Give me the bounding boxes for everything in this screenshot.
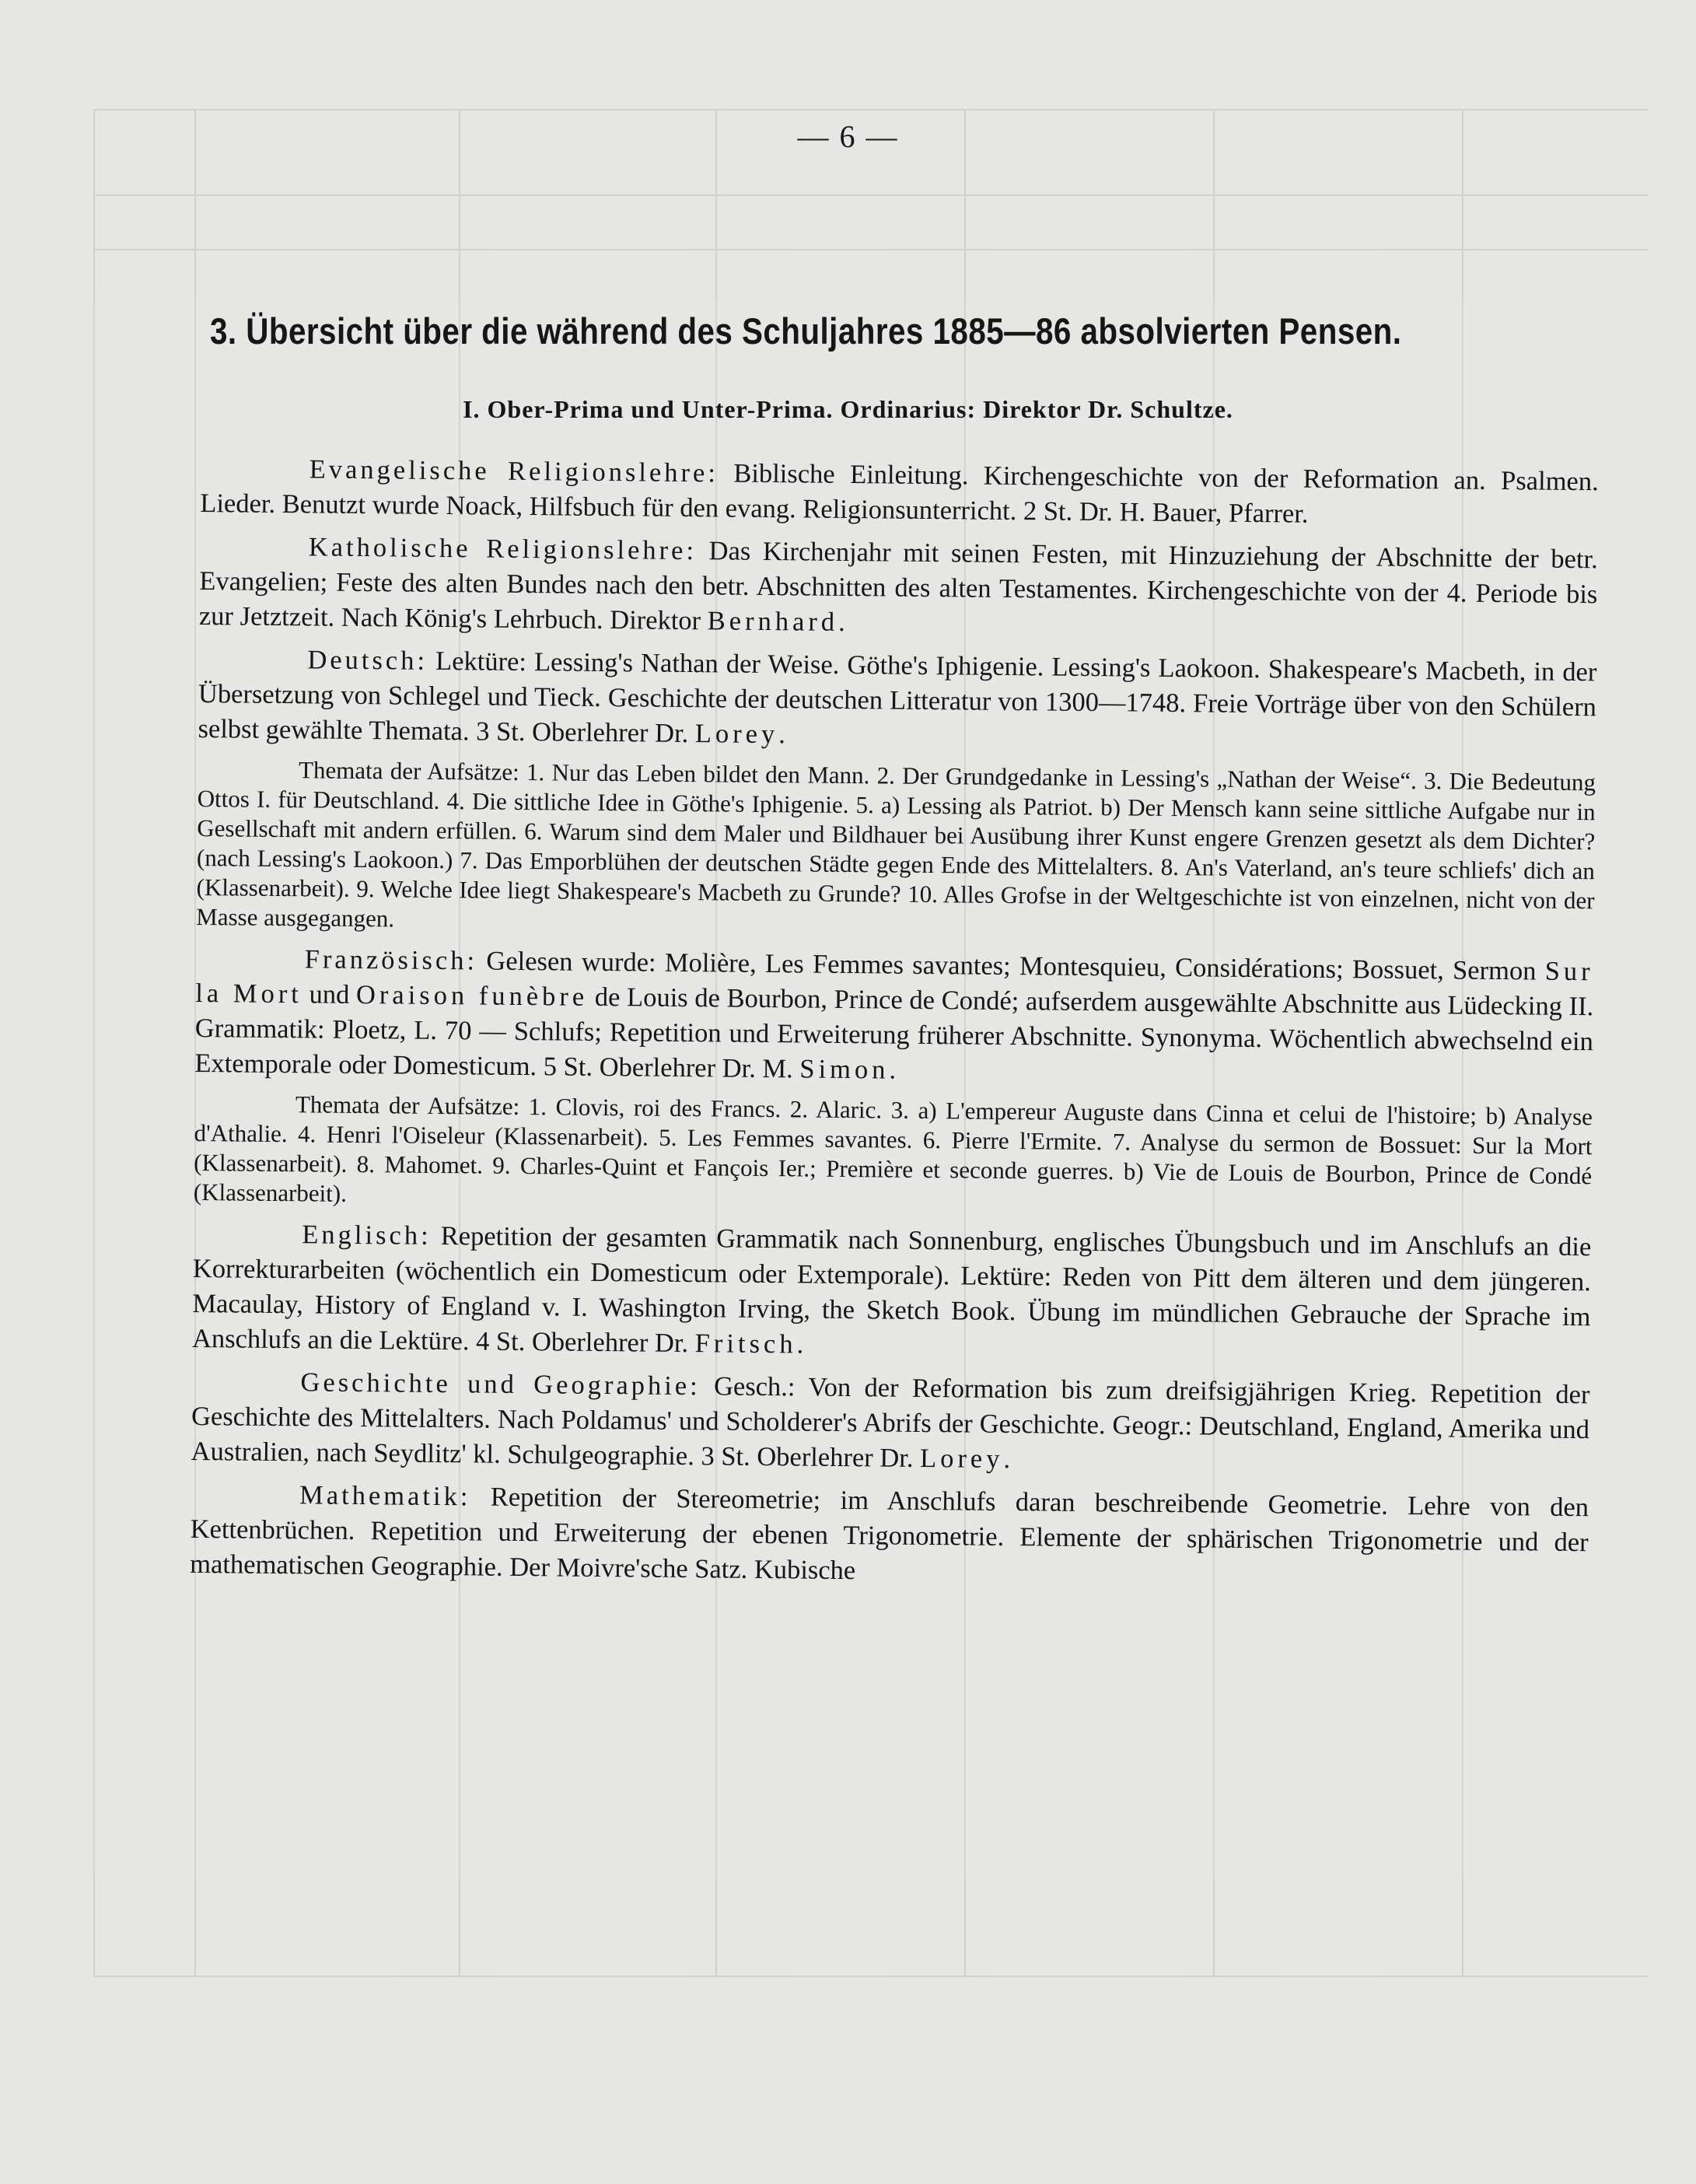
section-evangelische-religion (200, 451, 1599, 534)
section-text: Lektüre: Lessing's Nathan der Weise. Göthe's Iphigenie. Lessing's Laokoon. Shakespeare's Macbeth, in der Übersetzung von Schlegel und Tieck. Geschichte der deutschen Litteratur von 1300—1748. Freie Vorträge über von den Schülern selbst gewählte Themata. 3 St. Oberlehrer Dr. (198, 646, 1597, 749)
teacher-name: Fritsch (694, 1328, 797, 1360)
subject-label: Deutsch: (307, 645, 428, 676)
spaced-title: Oraison funèbre (355, 979, 589, 1012)
subject-label: Mathematik: (299, 1480, 471, 1512)
page-title: 3. Übersicht über die während des Schuljahres 1885—86 absolvierten Pensen. (210, 310, 1402, 352)
section-text: Repetition der Stereometrie; im Anschlufs daran beschreibende Geometrie. Lehre von den Kettenbrüchen. Repetition und Erweiterung der ebenen Trigonometrie. Elemente der sphärischen Trigonometrie und der mathematischen Geographie. Der Moivre'sche Satz. Kubische (190, 1482, 1589, 1586)
subject-label: Geschichte und Geographie: (300, 1367, 701, 1402)
subject-label: Englisch: (302, 1220, 432, 1251)
section-text: Repetition der gesamten Grammatik nach Sonnenburg, englisches Übungsbuch und im Anschlufs an die Korrekturarbeiten (wöchentlich ein Domesticum oder Extemporale). Lektüre: Reden von Pitt dem älteren und dem jüngeren. Macaulay, History of England v. I. Washington Irving, the Sketch Book. Übung im mündlichen Gebrauche der Sprache im Anschlufs an die Lektüre. 4 St. Oberlehrer Dr. (191, 1220, 1592, 1359)
section-franzoesisch: Französisch: Gelesen wurde: Molière, Les Femmes savantes; Montesquieu, Considérations; Bossuet, Sermon Sur la Mort und Oraison funèbre de Louis de Bourbon, Prince de Condé; aufserdem ausgewählte Abschnitte aus Lüdecking II. Grammatik: Ploetz, L. 70 — Schlufs; Repetition und Erweiterung früherer Abschnitte. Synonyma. Wöchentlich abwechselnd ein Extemporale oder Domesticum. 5 St. Oberlehrer Dr. M. Simon. (194, 944, 1594, 1085)
subject-label: Französisch: (304, 944, 478, 976)
section-englisch: Englisch: Repetition der gesamten Grammatik nach Sonnenburg, englisches Übungsbuch und im Anschlufs an die Korrekturarbeiten (wöchentlich ein Domesticum oder Extemporale). Lektüre: Reden von Pitt dem älteren und dem jüngeren. Macaulay, History of England v. I. Washington Irving, the Sketch Book. Übung im mündlichen Gebrauche der Sprache im Anschlufs an die Lektüre. 4 St. Oberlehrer Dr. Fritsch. (191, 1220, 1592, 1360)
franzoesisch-essay-topics: Themata der Aufsätze: 1. Clovis, roi des Francs. 2. Alaric. 3. a) L'empereur Auguste dans Cinna et celui de l'histoire; b) Analyse d'Athalie. 4. Henri l'Oiseleur (Klassenarbeit). 5. Les Femmes savantes. 6. Pierre l'Ermite. 7. Analyse du sermon de Bossuet: Sur la Mort (Klassenarbeit). 8. Mahomet. 9. Charles-Quint et Fançois Ier.; Première et seconde guerres. b) Vie de Louis de Bourbon, Prince de Condé (Klassenarbeit). (193, 1090, 1593, 1207)
page-number: — 6 — (797, 119, 899, 154)
section-text: Gesch.: Von der Reformation bis zum dreifsigjährigen Krieg. Repetition der Geschichte des Mittelalters. Nach Poldamus' und Scholderer's Abrifs der Geschichte. Geogr.: Deutschland, England, Amerika und Australien, nach Seydlitz' kl. Schulgeographie. 3 St. Oberlehrer Dr. (191, 1371, 1590, 1473)
section-deutsch: Deutsch: Lektüre: Lessing's Nathan der Weise. Göthe's Iphigenie. Lessing's Laokoon. Shakespeare's Macbeth, in der Übersetzung von Schlegel und Tieck. Geschichte der deutschen Litteratur von 1300—1748. Freie Vorträge über von den Schülern selbst gewählte Themata. 3 St. Oberlehrer Dr. Lorey. (198, 645, 1597, 750)
section-text: Das Kirchenjahr mit seinen Festen, mit Hinzuziehung der Abschnitte der betr. Evangelien; Feste des alten Bundes nach den betr. Abschnitten des alten Testamentes. Kirchengeschichte von der 4. Periode bis zur Jetztzeit. Nach König's Lehrbuch. Direktor (198, 536, 1598, 636)
class-subheading: I. Ober-Prima und Unter-Prima. Ordinarius: Direktor Dr. Schultze. (463, 395, 1233, 423)
section-mathematik (190, 1477, 1589, 1595)
teacher-name: Lorey (694, 719, 779, 750)
subject-label: Evangelische Religionslehre: (309, 454, 719, 488)
teacher-name: Simon (799, 1054, 890, 1085)
curriculum-content (190, 451, 1599, 1603)
section-geschichte-geographie: Geschichte und Geographie: Gesch.: Von der Reformation bis zum dreifsigjährigen Krieg. Repetition der Geschichte des Mittelalters. Nach Poldamus' und Scholderer's Abrifs der Geschichte. Geogr.: Deutschland, England, Amerika und Australien, nach Seydlitz' kl. Schulgeographie. 3 St. Oberlehrer Dr. Lorey. (191, 1367, 1590, 1475)
teacher-name: Lorey (919, 1443, 1004, 1474)
spaced-title: Sur la Mort (195, 956, 1594, 1010)
section-katholische-religion: Katholische Religionslehre: Das Kirchenjahr mit seinen Festen, mit Hinzuziehung der Abschnitte der betr. Evangelien; Feste des alten Bundes nach den betr. Abschnitten des alten Testamentes. Kirchengeschichte von der 4. Periode bis zur Jetztzeit. Nach König's Lehrbuch. Direktor Bernhard. (198, 532, 1598, 637)
teacher-name: Bernhard (707, 606, 839, 637)
deutsch-essay-topics: Themata der Aufsätze: 1. Nur das Leben bildet den Mann. 2. Der Grundgedanke in Lessing's „Nathan der Weise“. 3. Die Bedeutung Ottos I. für Deutschland. 4. Die sittliche Idee in Göthe's Iphigenie. 5. a) Lessing als Patriot. b) Der Mensch kann seine sittliche Aufgabe nur in Gesellschaft mit andern erfüllen. 6. Warum sind dem Maler und Bildhauer bei Ausübung ihrer Kunst engere Grenzen gesetzt als dem Dichter? (nach Lessing's Laokoon.) 7. Das Emporblühen der deutschen Städte gegen Ende des Mittelalters. 8. An's Vaterland, an's teure schliefs' dich an (Klassenarbeit). 9. Welche Idee liegt Shakespeare's Macbeth zu Grunde? 10. Alles Grofse in der Weltgeschichte ist von einzelnen, nicht von der Masse ausgegangen. (196, 756, 1596, 933)
subject-label: Katholische Religionslehre: (308, 532, 698, 566)
section-text: Biblische Einleitung. Kirchengeschichte von der Reformation an. Psalmen. Lieder. Benutzt wurde Noack, Hilfsbuch für den evang. Religionsunterricht. 2 St. Dr. H. Bauer, Pfarrer. (200, 458, 1599, 529)
